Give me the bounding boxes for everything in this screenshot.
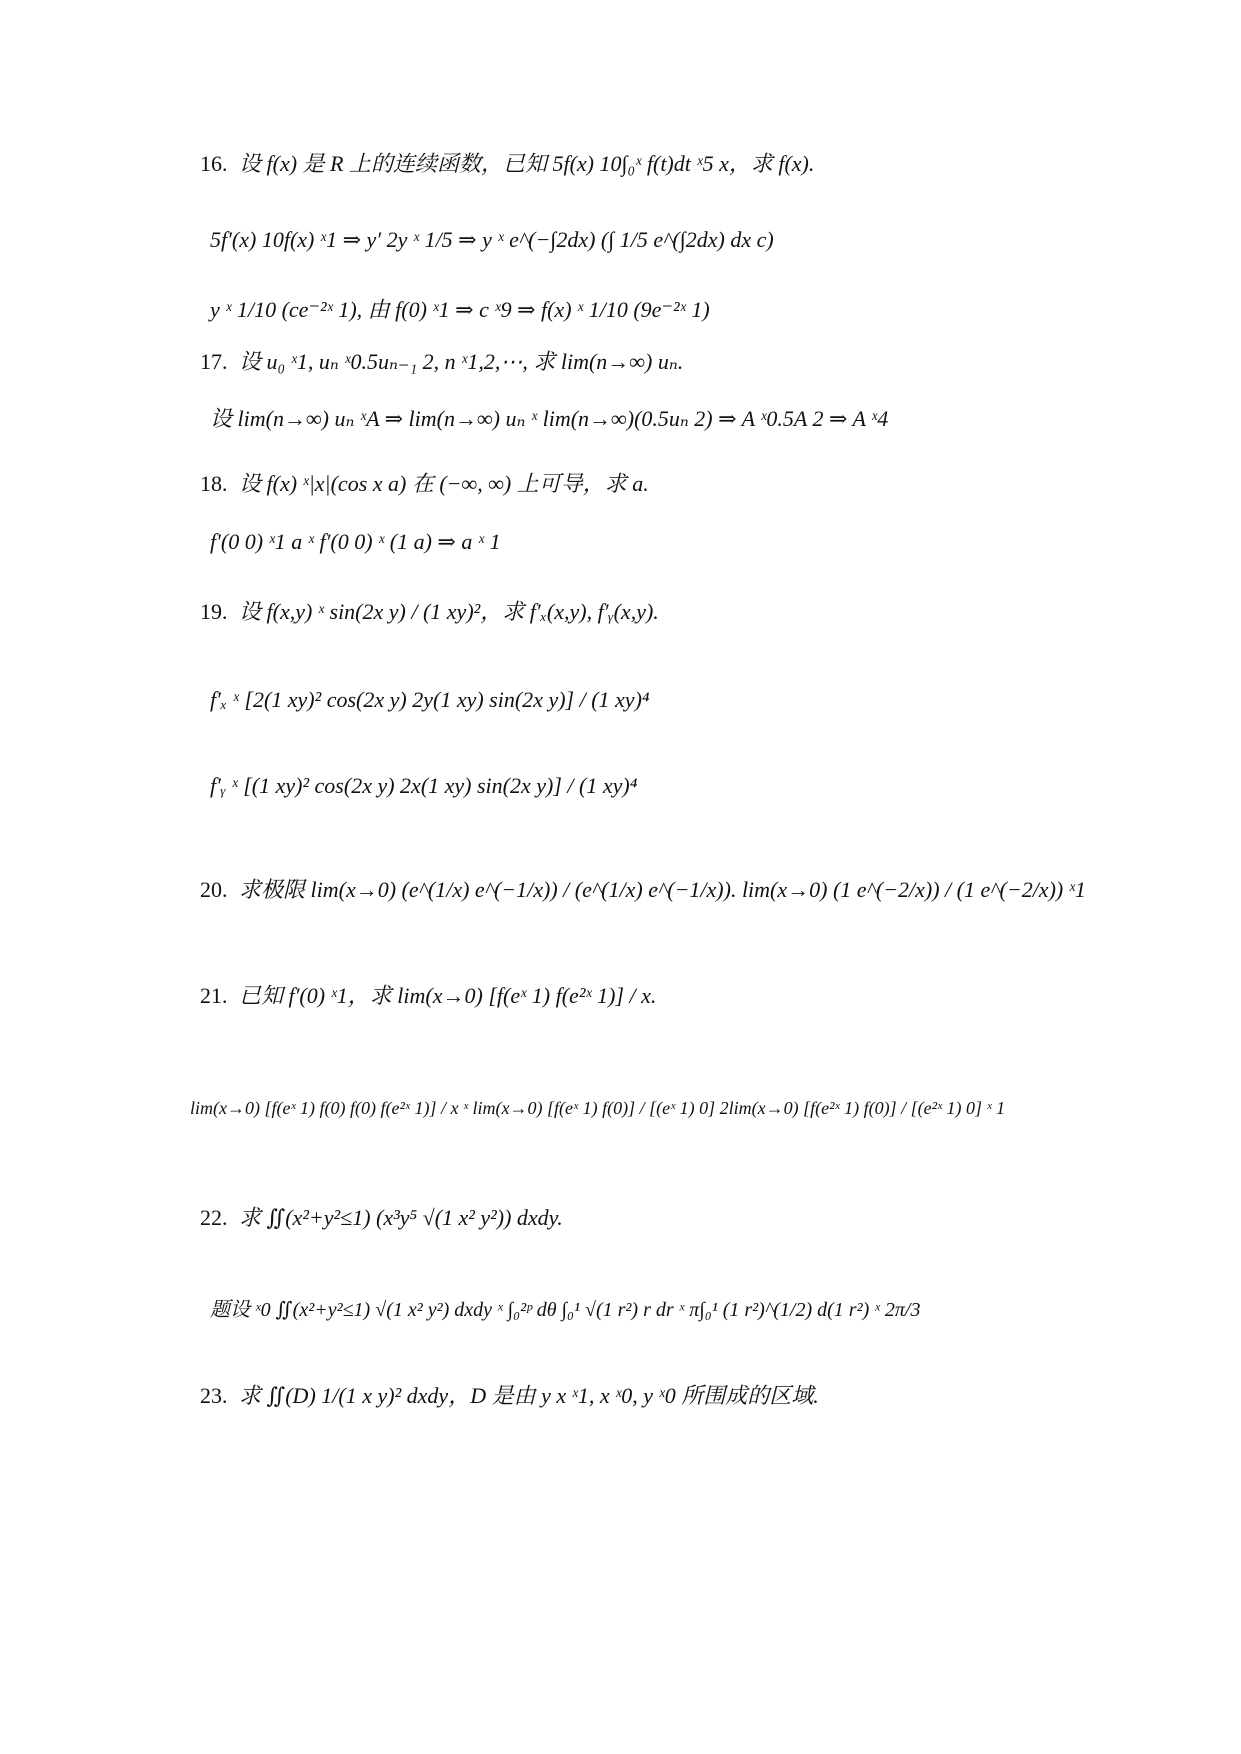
problem-text: 已知 f′(0) ˣ1，求 lim(x→0) [f(eˣ 1) f(e²ˣ 1)] / x. bbox=[239, 983, 657, 1008]
problem-text: 设 f(x) 是 R 上的连续函数，已知 5f(x) 10∫₀ˣ f(t)dt ˣ5 x，求 f(x). bbox=[239, 151, 815, 176]
solution-text: lim(x→0) [f(eˣ 1) f(0) f(0) f(e²ˣ 1)] / x ˣ lim(x→0) [f(eˣ 1) f(0)] / [(eˣ 1) 0] 2lim(x→0) [f(e²ˣ 1) f(0)] / [(e²ˣ 1) 0] ˣ 1 bbox=[190, 1098, 1006, 1118]
line-17-solution bbox=[210, 405, 888, 433]
problem-number: 23. bbox=[200, 1383, 228, 1408]
line-22-solution bbox=[210, 1296, 920, 1324]
solution-text: f′ₓ ˣ [2(1 xy)² cos(2x y) 2y(1 xy) sin(2x y)] / (1 xy)⁴ bbox=[210, 687, 650, 712]
line-21 bbox=[200, 982, 656, 1010]
solution-text: 题设 ˣ0 ∬(x²+y²≤1) √(1 x² y²) dxdy ˣ ∫₀²ᵖ dθ ∫₀¹ √(1 r²) r dr ˣ π∫₀¹ (1 r²)^(1/2) d(1 r²) ˣ 2π/3 bbox=[210, 1299, 921, 1321]
solution-text: f′(0 0) ˣ1 a ˣ f′(0 0) ˣ (1 a) ⇒ a ˣ 1 bbox=[210, 529, 501, 554]
problem-number: 18. bbox=[200, 471, 228, 496]
line-20 bbox=[200, 876, 1086, 904]
problem-text: 设 u₀ ˣ1, uₙ ˣ0.5uₙ₋₁ 2, n ˣ1,2,⋯, 求 lim(n→∞) uₙ. bbox=[239, 349, 684, 374]
line-23 bbox=[200, 1382, 819, 1410]
problem-number: 16. bbox=[200, 151, 228, 176]
problem-text: 设 f(x) ˣ|x|(cos x a) 在 (−∞, ∞) 上可导，求 a. bbox=[239, 471, 649, 496]
solution-text: y ˣ 1/10 (ce⁻²ˣ 1), 由 f(0) ˣ1 ⇒ c ˣ9 ⇒ f(x) ˣ 1/10 (9e⁻²ˣ 1) bbox=[210, 297, 710, 322]
line-16 bbox=[200, 150, 814, 178]
solution-text: f′ᵧ ˣ [(1 xy)² cos(2x y) 2x(1 xy) sin(2x y)] / (1 xy)⁴ bbox=[210, 773, 638, 798]
solution-text: 设 lim(n→∞) uₙ ˣA ⇒ lim(n→∞) uₙ ˣ lim(n→∞)(0.5uₙ 2) ⇒ A ˣ0.5A 2 ⇒ A ˣ4 bbox=[210, 406, 889, 431]
solution-text: 5f′(x) 10f(x) ˣ1 ⇒ y′ 2y ˣ 1/5 ⇒ y ˣ e^(−∫2dx) (∫ 1/5 e^(∫2dx) dx c) bbox=[210, 227, 774, 252]
line-18-solution bbox=[210, 528, 501, 556]
line-18 bbox=[200, 470, 649, 498]
line-19-solution-fx bbox=[210, 686, 650, 714]
line-21-solution bbox=[190, 1094, 1005, 1122]
line-19-solution-fy bbox=[210, 772, 637, 800]
problem-text: 求 ∬(x²+y²≤1) (x³y⁵ √(1 x² y²)) dxdy. bbox=[239, 1205, 563, 1230]
problem-text: 设 f(x,y) ˣ sin(2x y) / (1 xy)²，求 f′ₓ(x,y), f′ᵧ(x,y). bbox=[239, 599, 659, 624]
problem-number: 20. bbox=[200, 877, 228, 902]
line-16-solution-2 bbox=[210, 296, 710, 324]
problem-number: 21. bbox=[200, 983, 228, 1008]
problem-number: 19. bbox=[200, 599, 228, 624]
line-16-solution-1 bbox=[210, 226, 774, 254]
line-19 bbox=[200, 598, 659, 626]
problem-text: 求 ∬(D) 1/(1 x y)² dxdy，D 是由 y x ˣ1, x ˣ0, y ˣ0 所围成的区域. bbox=[239, 1383, 819, 1408]
problem-text: 求极限 lim(x→0) (e^(1/x) e^(−1/x)) / (e^(1/x) e^(−1/x)). lim(x→0) (1 e^(−2/x)) / (1 e^(−2/x)) ˣ1 bbox=[239, 877, 1086, 902]
problem-number: 22. bbox=[200, 1205, 228, 1230]
line-17 bbox=[200, 348, 683, 376]
problem-number: 17. bbox=[200, 349, 228, 374]
line-22 bbox=[200, 1204, 563, 1232]
